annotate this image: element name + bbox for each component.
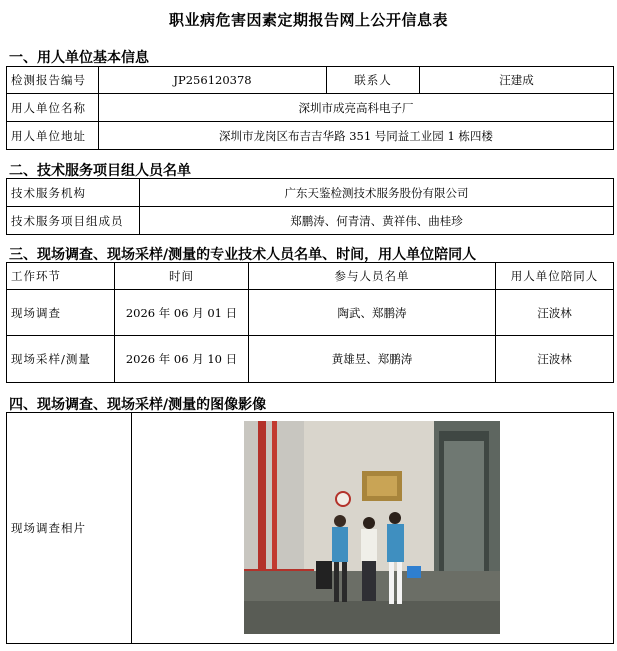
org-label: 技术服务机构 (7, 179, 140, 207)
col-header-time: 时间 (115, 263, 249, 290)
row-participants: 陶武、郑鹏涛 (249, 290, 496, 336)
photo-label: 现场调查相片 (7, 413, 132, 644)
company-value: 深圳市成亮高科电子厂 (99, 94, 614, 122)
row-stage: 现场调查 (7, 290, 115, 336)
section4-heading: 四、现场调查、现场采样/测量的图像影像 (9, 397, 267, 413)
address-value: 深圳市龙岗区布吉吉华路 351 号同益工业园 1 栋四楼 (99, 122, 614, 150)
basic-info-table (6, 66, 614, 150)
table-row (7, 290, 614, 336)
col-header-escort: 用人单位陪同人 (496, 263, 614, 290)
row-stage: 现场采样/测量 (7, 336, 115, 383)
report-no-value: JP256120378 (99, 67, 327, 94)
site-survey-photo (244, 421, 500, 634)
section3-heading: 三、现场调查、现场采样/测量的专业技术人员名单、时间，用人单位陪同人 (9, 247, 477, 263)
row-participants: 黄雄昱、郑鹏涛 (249, 336, 496, 383)
section2-heading: 二、技术服务项目组人员名单 (9, 163, 191, 179)
table-header-row (7, 263, 614, 290)
tech-service-table (6, 178, 614, 235)
members-value: 郑鹏涛、何青清、黄祥伟、曲桂珍 (140, 207, 614, 235)
row-time: 2026 年 06 月 10 日 (115, 336, 249, 383)
row-escort: 汪波林 (496, 336, 614, 383)
row-escort: 汪波林 (496, 290, 614, 336)
table-row (7, 336, 614, 383)
col-header-stage: 工作环节 (7, 263, 115, 290)
row-time: 2026 年 06 月 01 日 (115, 290, 249, 336)
contact-value: 汪建成 (420, 67, 614, 94)
company-label: 用人单位名称 (7, 94, 99, 122)
survey-personnel-table (6, 262, 614, 383)
org-value: 广东天鉴检测技术服务股份有限公司 (140, 179, 614, 207)
address-label: 用人单位地址 (7, 122, 99, 150)
contact-label: 联系人 (327, 67, 420, 94)
report-no-label: 检测报告编号 (7, 67, 99, 94)
members-label: 技术服务项目组成员 (7, 207, 140, 235)
col-header-participants: 参与人员名单 (249, 263, 496, 290)
page-title: 职业病危害因素定期报告网上公开信息表 (168, 11, 448, 29)
section1-heading: 一、用人单位基本信息 (9, 50, 149, 66)
